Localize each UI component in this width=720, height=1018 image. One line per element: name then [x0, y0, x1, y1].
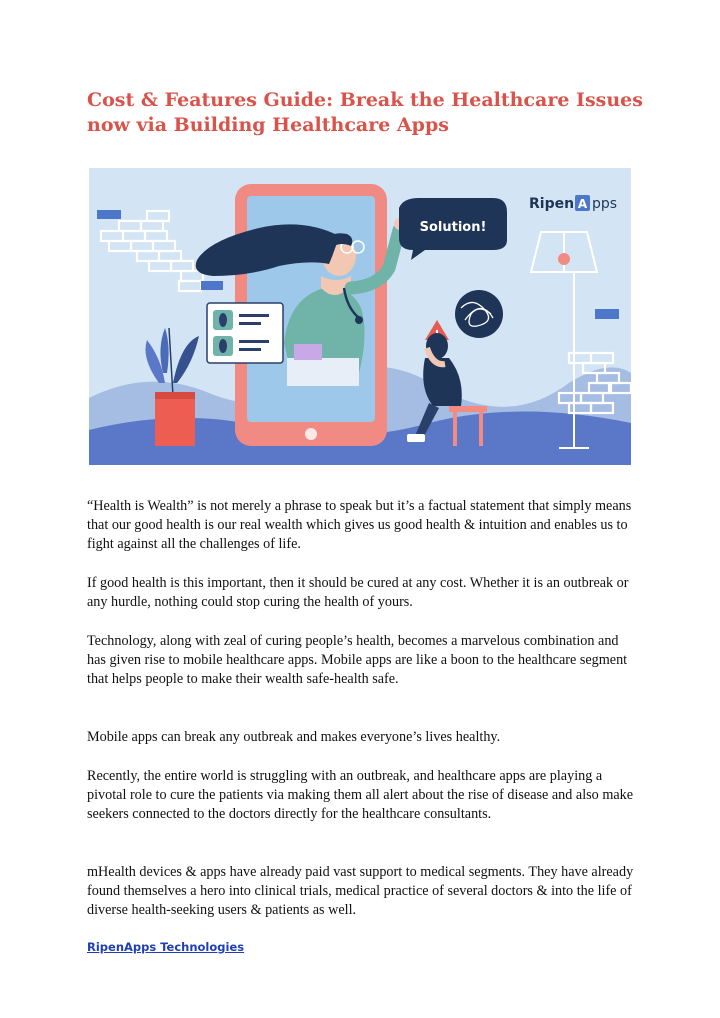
wall-accent-block: [595, 309, 619, 319]
wall-accent-block: [201, 281, 223, 290]
paragraph: Technology, along with zeal of curing people’s health, becomes a marvelous combination and has given rise to mobile healthcare apps. Mobile apps are like a boon to the healthcare segment that helps people to make their wealth safe-health safe.: [87, 633, 628, 688]
ripenapps-link[interactable]: RipenApps Technologies: [87, 940, 245, 954]
stress-scribble: [455, 290, 503, 338]
paragraph: Recently, the entire world is struggling with an outbreak, and healthcare apps are playing a pivotal role to cure the patients via making them all alert about the rise of disease and also make seekers connected to the doctors directly for the healthcare consultants.: [87, 768, 634, 823]
lamp-bulb: [558, 253, 570, 265]
brand-prefix: Ripen: [529, 196, 575, 212]
hero-illustration: [89, 168, 631, 465]
paragraph: Mobile apps can break any outbreak and makes everyone’s lives healthy.: [87, 729, 501, 745]
brand-suffix: pps: [592, 196, 618, 212]
page-title: Cost & Features Guide: Break the Healthcare Issues now via Building Healthcare Apps: [87, 89, 643, 136]
paragraph: mHealth devices & apps have already paid vast support to medical segments. They have already found themselves a hero into clinical trials, medical practice of several doctors & into the life of diverse health-seeking users & patients as well.: [87, 864, 634, 919]
speech-bubble-text: Solution!: [419, 220, 487, 235]
wall-accent-block: [97, 210, 121, 219]
paragraph: “Health is Wealth” is not merely a phrase to speak but it’s a factual statement that simply means that our good health is our real wealth which gives us good health & intuition and enables us to fight against all the challenges of life.: [87, 498, 632, 553]
brand-mark: A: [577, 197, 588, 211]
paragraph: If good health is this important, then it should be cured at any cost. Whether it is an outbreak or any hurdle, nothing could stop curing the health of yours.: [87, 575, 629, 611]
svg-text:Ripen: [529, 196, 574, 212]
medicine-card: [207, 303, 283, 363]
ripenapps-logo: [529, 195, 617, 212]
